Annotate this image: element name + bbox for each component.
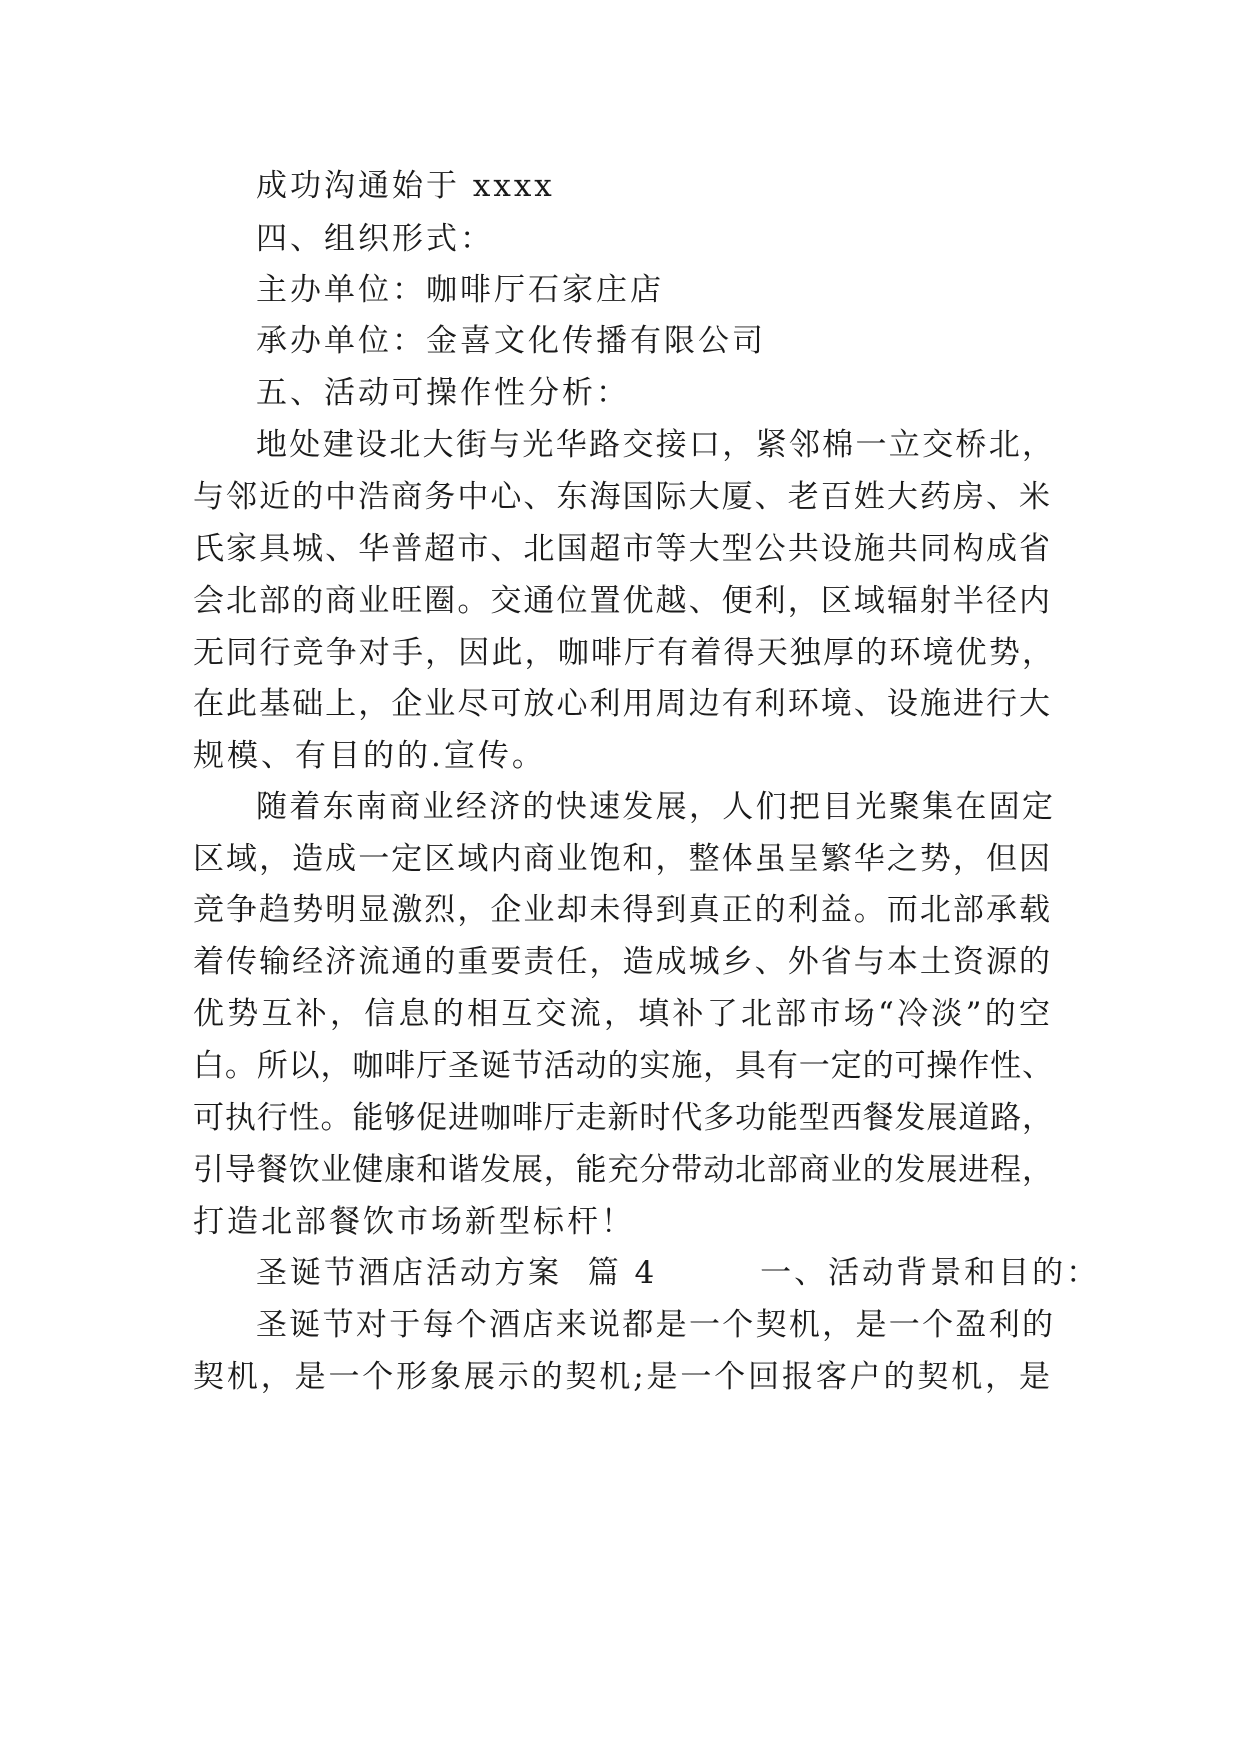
paragraph-line: 优势互补，信息的相互交流，填补了北部市场“冷淡”的空 bbox=[193, 996, 1050, 1032]
paragraph-line: 区域，造成一定区域内商业饱和，整体虽呈繁华之势，但因 bbox=[193, 841, 1050, 877]
paragraph-line: 契机，是一个形象展示的契机;是一个回报客户的契机，是 bbox=[193, 1359, 1050, 1395]
paragraph-line: 氏家具城、华普超市、北国超市等大型公共设施共同构成省 bbox=[193, 531, 1050, 567]
paragraph-line: 圣诞节对于每个酒店来说都是一个契机，是一个盈利的 bbox=[256, 1307, 1053, 1343]
section-heading: 四、组织形式： bbox=[256, 221, 494, 257]
paragraph-line: 与邻近的中浩商务中心、东海国际大厦、老百姓大药房、米 bbox=[193, 479, 1050, 515]
paragraph-line: 无同行竞争对手，因此，咖啡厅有着得天独厚的环境优势， bbox=[193, 635, 1053, 671]
section-heading: 五、活动可操作性分析： bbox=[256, 375, 630, 411]
paragraph-line: 地处建设北大街与光华路交接口，紧邻棉一立交桥北， bbox=[256, 427, 1053, 463]
paragraph-line: 打造北部餐饮市场新型标杆！ bbox=[193, 1204, 635, 1240]
text-line: 成功沟通始于 xxxx bbox=[256, 168, 555, 204]
paragraph-line: 可执行性。能够促进咖啡厅走新时代多功能型西餐发展道路， bbox=[193, 1100, 1053, 1136]
paragraph-line: 会北部的商业旺圈。交通位置优越、便利，区域辐射半径内 bbox=[193, 583, 1050, 619]
paragraph-line: 随着东南商业经济的快速发展，人们把目光聚集在固定 bbox=[256, 789, 1053, 825]
section-heading: 圣诞节酒店活动方案 篇 4 一、活动背景和目的： bbox=[256, 1255, 1101, 1291]
paragraph-line: 竞争趋势明显激烈，企业却未得到真正的利益。而北部承载 bbox=[193, 892, 1050, 928]
text-line: 主办单位：咖啡厅石家庄店 bbox=[256, 272, 664, 308]
paragraph-line: 白。所以，咖啡厅圣诞节活动的实施，具有一定的可操作性、 bbox=[193, 1048, 1053, 1084]
text-line: 承办单位：金喜文化传播有限公司 bbox=[256, 323, 766, 359]
paragraph-line: 引导餐饮业健康和谐发展，能充分带动北部商业的发展进程， bbox=[193, 1152, 1053, 1188]
paragraph-line: 规模、有目的的.宣传。 bbox=[193, 738, 546, 774]
paragraph-line: 着传输经济流通的重要责任，造成城乡、外省与本土资源的 bbox=[193, 944, 1050, 980]
paragraph-line: 在此基础上，企业尽可放心利用周边有利环境、设施进行大 bbox=[193, 686, 1050, 722]
